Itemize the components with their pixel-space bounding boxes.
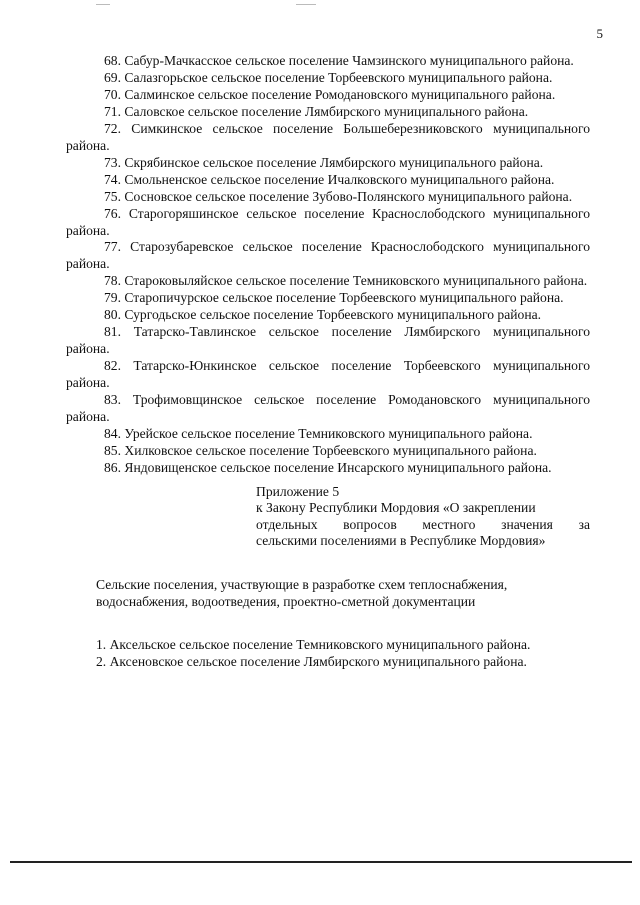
list-item: 82. Татарско-Юнкинское сельское поселение Торбеевского муниципального района.: [66, 358, 590, 391]
list-item: 72. Симкинское сельское поселение Большеберезниковского муниципального района.: [66, 120, 590, 153]
list-item: 83. Трофимовщинское сельское поселение Ромодановского муниципального района.: [66, 392, 590, 425]
list-item: 1. Аксельское сельское поселение Темниковского муниципального района.: [96, 636, 531, 652]
list-item: 77. Старозубаревское сельское поселение Краснослободского муниципального района.: [66, 239, 590, 272]
document-body: [66, 53, 590, 671]
list-item: 84. Урейское сельское поселение Темниковского муниципального района.: [104, 425, 533, 441]
page-number: 5: [596, 26, 603, 41]
list-item: 85. Хилковское сельское поселение Торбеевского муниципального района.: [104, 442, 537, 458]
list-item: 69. Салазгорьское сельское поселение Торбеевского муниципального района.: [104, 69, 553, 85]
list-item: 70. Салминское сельское поселение Ромодановского муниципального района.: [104, 86, 556, 102]
list-item: 68. Сабур-Мачкасское сельское поселение Чамзинского муниципального района.: [104, 53, 574, 68]
list-item: 74. Смольненское сельское поселение Ичалковского муниципального района.: [104, 171, 555, 187]
appendix-line: к Закону Республики Мордовия «О закреплении: [256, 500, 536, 516]
settlement-list: [66, 53, 590, 477]
list-item: 81. Татарско-Тавлинское сельское поселение Лямбирского муниципального района.: [66, 324, 590, 357]
appendix-caption: [256, 484, 590, 550]
list-item: 80. Сургодьское сельское поселение Торбеевского муниципального района.: [104, 307, 542, 323]
list-item: 78. Староковыляйское сельское поселение Темниковского муниципального района.: [104, 273, 588, 289]
appendix-title: Приложение 5: [256, 483, 340, 499]
list-item: 86. Яндовищенское сельское поселение Инсарского муниципального района.: [104, 459, 552, 475]
participant-list: [96, 636, 590, 671]
list-item: 71. Саловское сельское поселение Лямбирского муниципального района.: [104, 103, 529, 119]
list-item: 79. Старопичурское сельское поселение Торбеевского муниципального района.: [104, 290, 564, 306]
appendix-line: сельскими поселениями в Республике Мордовия»: [256, 533, 546, 549]
list-item: 2. Аксеновское сельское поселение Лямбирского муниципального района.: [96, 654, 527, 670]
list-item: 76. Старогоряшинское сельское поселение Краснослободского муниципального района.: [66, 205, 590, 238]
scan-artifact: [96, 4, 110, 5]
list-item: 75. Сосновское сельское поселение Зубово-Полянского муниципального района.: [104, 188, 573, 204]
scan-artifact: [296, 4, 316, 5]
page-bottom-rule: [10, 861, 632, 863]
list-item: 73. Скрябинское сельское поселение Лямбирского муниципального района.: [104, 154, 544, 170]
appendix-line: отдельных вопросов местного значения за: [256, 516, 590, 532]
section-heading: Сельские поселения, участвующие в разработке схем теплоснабжения, водоснабжения, водоотведения, проектно-сметной документации: [96, 576, 508, 609]
